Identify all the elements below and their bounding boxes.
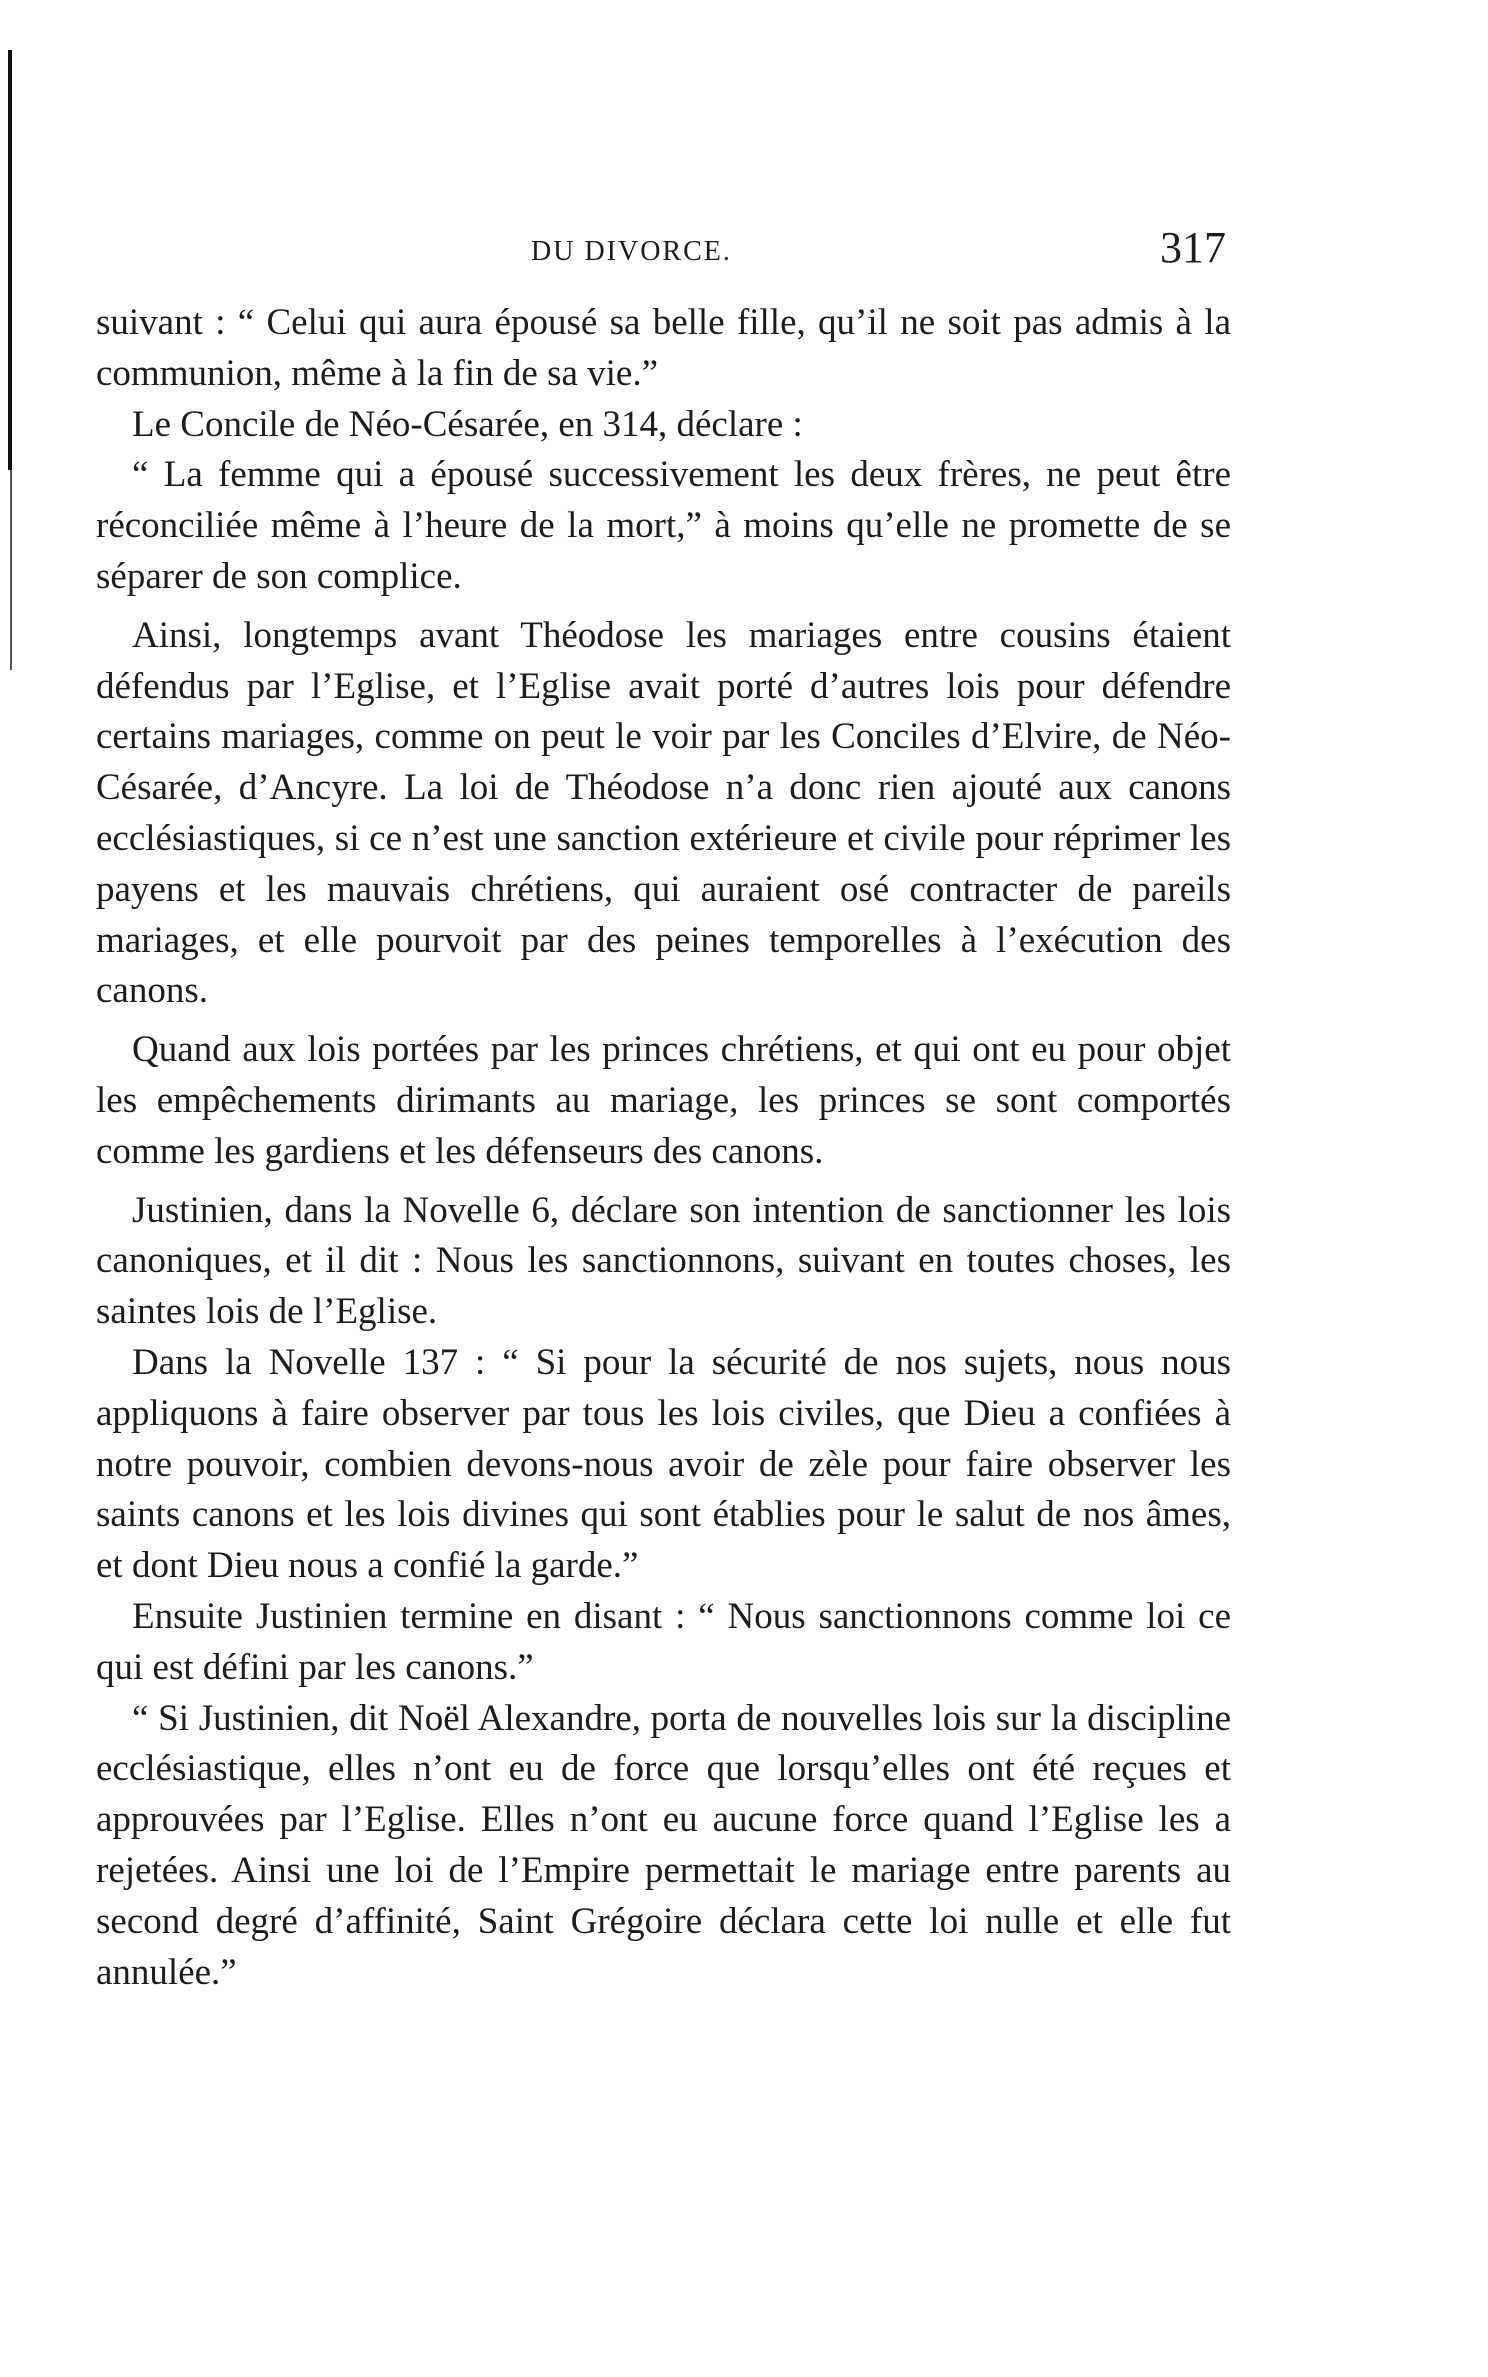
paragraph-2: Le Concile de Néo-Césarée, en 314, déclare : xyxy=(132,403,803,445)
paragraph-7: Dans la Novelle 137 : “ Si pour la sécurité de nos sujets, nous nous appliquons à faire observer par tous les lois civiles, que Dieu a confiées à notre pouvoir, combien devons-nous avoir de zèle pour faire observer les saints canons et les lois divines qui sont établies pour le salut de nos âmes, et dont Dieu nous a confié la garde.” xyxy=(96,1341,1231,1587)
paragraph-8: Ensuite Justinien termine en disant : “ Nous sanctionnons comme loi ce qui est défini par les canons.” xyxy=(96,1595,1231,1688)
page-binding-edge-shadow xyxy=(10,470,12,670)
running-head: DU DIVORCE. xyxy=(531,236,732,267)
body-text xyxy=(96,298,1231,1998)
paragraph-9: “ Si Justinien, dit Noël Alexandre, porta de nouvelles lois sur la discipline ecclésiastique, elles n’ont eu de force que lorsqu’elles ont été reçues et approuvées par l’Eglise. Elles n’ont eu aucune force quand l’Eglise les a rejetées. Ainsi une loi de l’Empire permettait le mariage entre parents au second degré d’affinité, Saint Grégoire déclara cette loi nulle et elle fut annulée.” xyxy=(96,1697,1231,1993)
page-binding-edge xyxy=(8,50,12,470)
paragraph-3: “ La femme qui a épousé successivement les deux frères, ne peut être réconciliée même à l’heure de la mort,” à moins qu’elle ne promette de se séparer de son complice. xyxy=(96,454,1231,597)
paragraph-1: suivant : “ Celui qui aura épousé sa belle fille, qu’il ne soit pas admis à la communion, même à la fin de sa vie.” xyxy=(96,302,1231,394)
paragraph-5: Quand aux lois portées par les princes chrétiens, et qui ont eu pour objet les empêchements dirimants au mariage, les princes se sont comportés comme les gardiens et les défenseurs des canons. xyxy=(96,1029,1231,1172)
page-header xyxy=(96,222,1226,282)
paragraph-4: Ainsi, longtemps avant Théodose les mariages entre cousins étaient défendus par l’Eglise, et l’Eglise avait porté d’autres lois pour défendre certains mariages, comme on peut le voir par les Conciles d’Elvire, de Néo-Césarée, d’Ancyre. La loi de Théodose n’a donc rien ajouté aux canons ecclésiastiques, si ce n’est une sanction extérieure et civile pour réprimer les payens et les mauvais chrétiens, qui auraient osé contracter de pareils mariages, et elle pourvoit par des peines temporelles à l’exécution des canons. xyxy=(96,614,1231,1012)
paragraph-6: Justinien, dans la Novelle 6, déclare son intention de sanctionner les lois canoniques, et il dit : Nous les sanctionnons, suivant en toutes choses, les saintes lois de l’Eglise. xyxy=(96,1189,1231,1333)
page-number: 317 xyxy=(1160,223,1226,272)
